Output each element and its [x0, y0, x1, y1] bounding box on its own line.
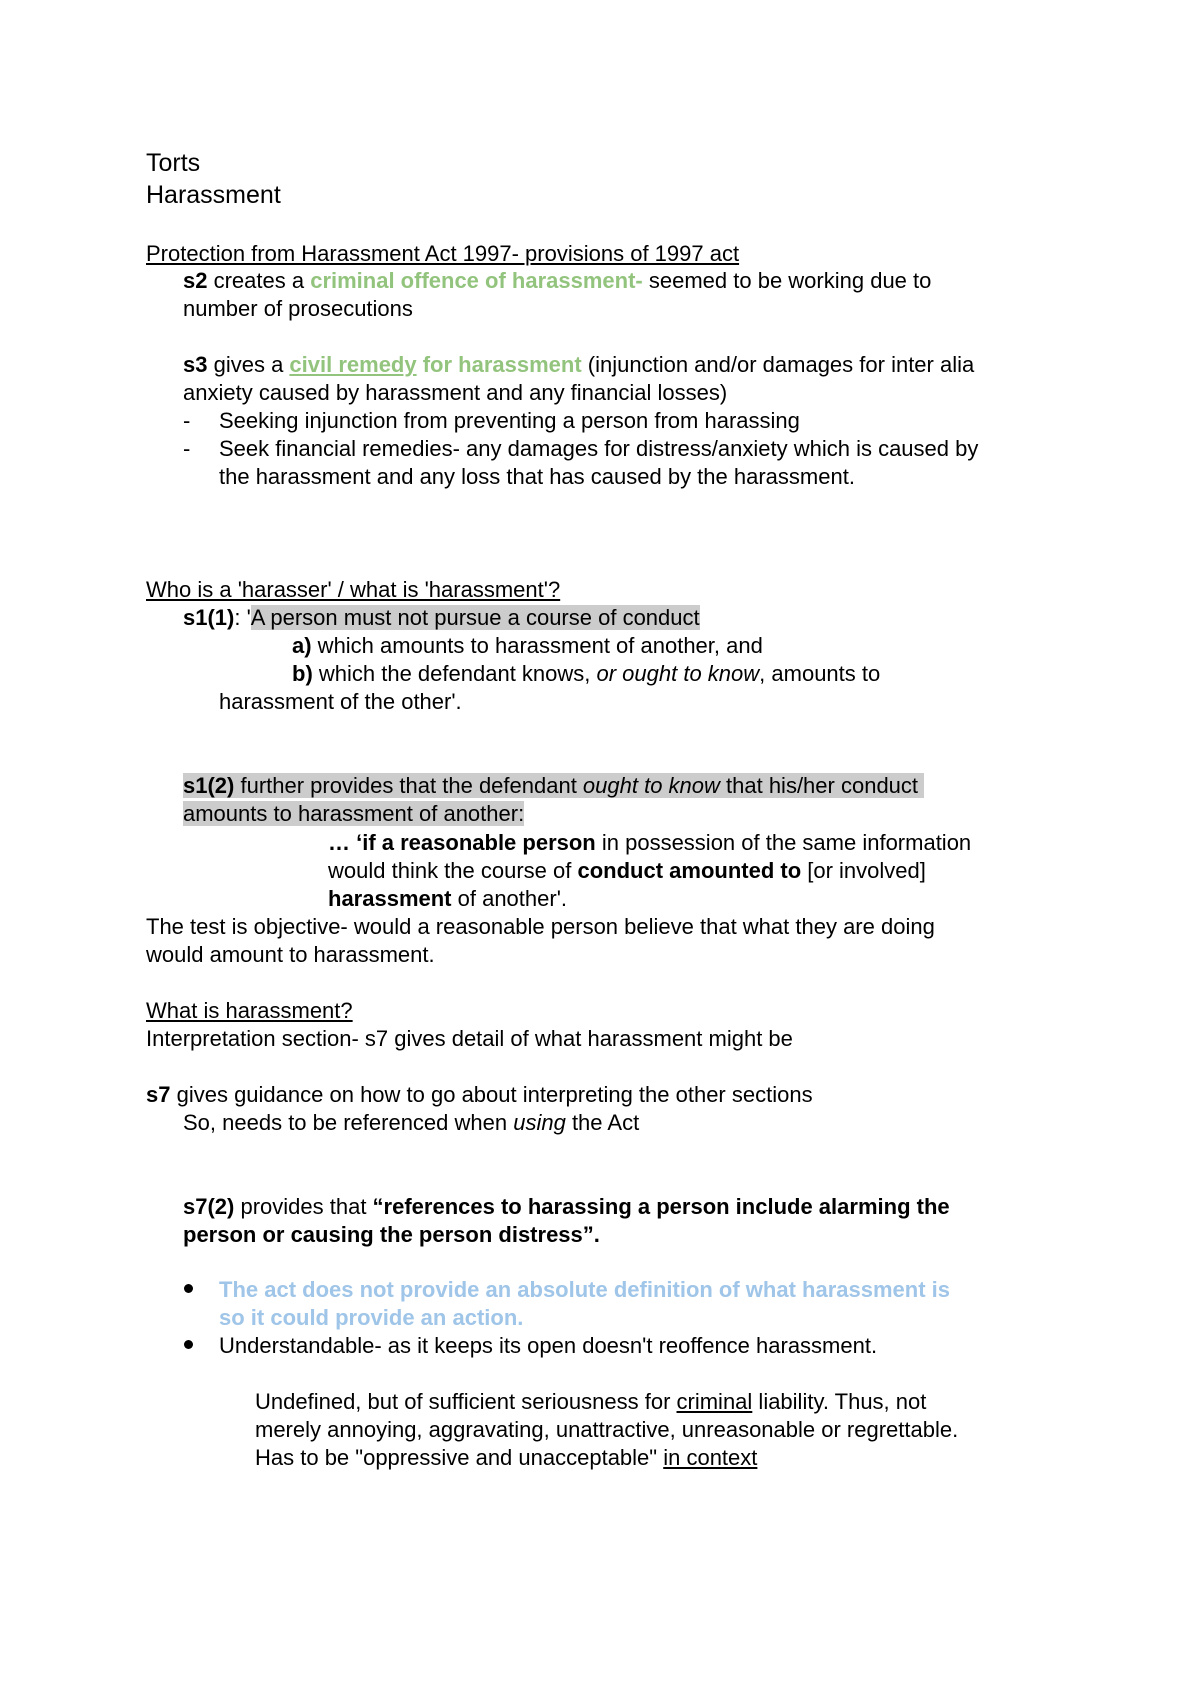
section-heading-harasser: Who is a 'harasser' / what is 'harassment'? [146, 577, 561, 602]
interpretation-line: Interpretation section- s7 gives detail of what harassment might be [146, 1026, 793, 1051]
doc-title-harassment: Harassment [146, 181, 281, 209]
s2-line-2: number of prosecutions [183, 296, 413, 321]
clause-a-text: which amounts to harassment of another, and [311, 633, 763, 658]
s3-text-post: (injunction and/or damages for inter alia [581, 352, 975, 377]
s1-2-line-2-text: amounts to harassment of another: [183, 801, 525, 826]
s3-line-2: anxiety caused by harassment and any financial losses) [183, 380, 728, 405]
clause-b-label: b) [292, 661, 313, 686]
quote-line-1 [328, 829, 971, 857]
s1-2-post: that his/her conduct [719, 773, 919, 798]
undefined-l3-pre: Has to be "oppressive and unacceptable" [255, 1445, 664, 1470]
dash-1: - [183, 408, 191, 433]
s1-2-label: s1(2) [183, 773, 235, 798]
s2-text-pre: creates a [207, 268, 311, 293]
s7-2-text: provides that [234, 1194, 373, 1219]
clause-b [292, 660, 880, 688]
quote-line-2 [328, 857, 926, 885]
quote-bold-3: harassment [328, 886, 452, 911]
section-heading-what-is: What is harassment? [146, 998, 353, 1023]
bullet-icon [184, 1284, 193, 1293]
s3-line-1 [183, 351, 974, 379]
s7-text: gives guidance on how to go about interpreting the other sections [170, 1082, 813, 1107]
so-line [183, 1109, 639, 1137]
s1-2-line-2 [183, 800, 524, 828]
s7-label: s7 [146, 1082, 171, 1107]
bullet-1-line-1: The act does not provide an absolute definition of what harassment is [219, 1277, 950, 1302]
bullet-icon [184, 1340, 193, 1349]
clause-b-italic: or ought to know [596, 661, 760, 686]
dash-2: - [183, 436, 191, 461]
objective-test-line-2: would amount to harassment. [146, 942, 435, 967]
s2-line-1 [183, 267, 931, 295]
s2-label: s2 [183, 268, 208, 293]
bullet-1-line-2: so it could provide an action. [219, 1305, 524, 1330]
so-post: the Act [565, 1110, 640, 1135]
quote-text-1: in possession of the same information [595, 830, 972, 855]
s7-2-line-1 [183, 1193, 950, 1221]
so-pre: So, needs to be referenced when [183, 1110, 514, 1135]
quote-text-2: would think the course of [328, 858, 578, 883]
s7-line [146, 1081, 813, 1109]
undefined-line-1 [255, 1388, 926, 1416]
in-context-link[interactable]: in context [663, 1445, 758, 1470]
quote-text-4: of another'. [451, 886, 568, 911]
s7-2-quote-l2: person or causing the person distress”. [183, 1222, 600, 1247]
s3-label: s3 [183, 352, 208, 377]
quote-bold-2: conduct amounted to [577, 858, 802, 883]
criminal-link[interactable]: criminal [676, 1389, 753, 1414]
s3-for-harassment: for harassment [416, 352, 582, 377]
clause-a-label: a) [292, 633, 312, 658]
s2-criminal-offence: criminal offence of harassment- [310, 268, 643, 293]
clause-b-pre: which the defendant knows, [312, 661, 597, 686]
s1-1-colon: : ' [234, 605, 251, 630]
bullet-2: Understandable- as it keeps its open doesn't reoffence harassment. [219, 1333, 878, 1358]
section-heading-act: Protection from Harassment Act 1997- provisions of 1997 act [146, 241, 740, 266]
undefined-line-3 [255, 1444, 757, 1472]
list-item-injunction: Seeking injunction from preventing a person from harassing [219, 408, 800, 433]
s1-2-pre: further provides that the defendant [234, 773, 583, 798]
so-italic: using [513, 1110, 566, 1135]
s1-1-label: s1(1) [183, 605, 235, 630]
undefined-post: liability. Thus, not [752, 1389, 927, 1414]
quote-line-3 [328, 885, 567, 913]
s2-text-post: seemed to be working due to [642, 268, 932, 293]
doc-title-torts: Torts [146, 149, 201, 177]
undefined-pre: Undefined, but of sufficient seriousness for [255, 1389, 677, 1414]
clause-b-line-2: harassment of the other'. [219, 689, 462, 714]
s7-2-quote-l1: “references to harassing a person include alarming the [372, 1194, 950, 1219]
s7-2-label: s7(2) [183, 1194, 235, 1219]
s1-1-highlight: A person must not pursue a course of conduct [250, 605, 700, 630]
clause-b-post: , amounts to [759, 661, 881, 686]
quote-bold-1: … ‘if a reasonable person [328, 830, 596, 855]
list-item-financial-l2: the harassment and any loss that has caused by the harassment. [219, 464, 855, 489]
undefined-line-2: merely annoying, aggravating, unattractive, unreasonable or regrettable. [255, 1417, 959, 1442]
list-item-financial-l1: Seek financial remedies- any damages for distress/anxiety which is caused by [219, 436, 979, 461]
quote-text-3: [or involved] [801, 858, 926, 883]
s1-2-line-1 [183, 772, 924, 800]
s7-2-line-2 [183, 1221, 600, 1249]
objective-test-line-1: The test is objective- would a reasonable person believe that what they are doing [146, 914, 935, 939]
s1-1-line [183, 604, 700, 632]
s1-2-italic: ought to know [582, 773, 720, 798]
s3-text-pre: gives a [207, 352, 290, 377]
s3-civil-remedy-link[interactable]: civil remedy [289, 352, 417, 377]
clause-a [292, 632, 763, 660]
